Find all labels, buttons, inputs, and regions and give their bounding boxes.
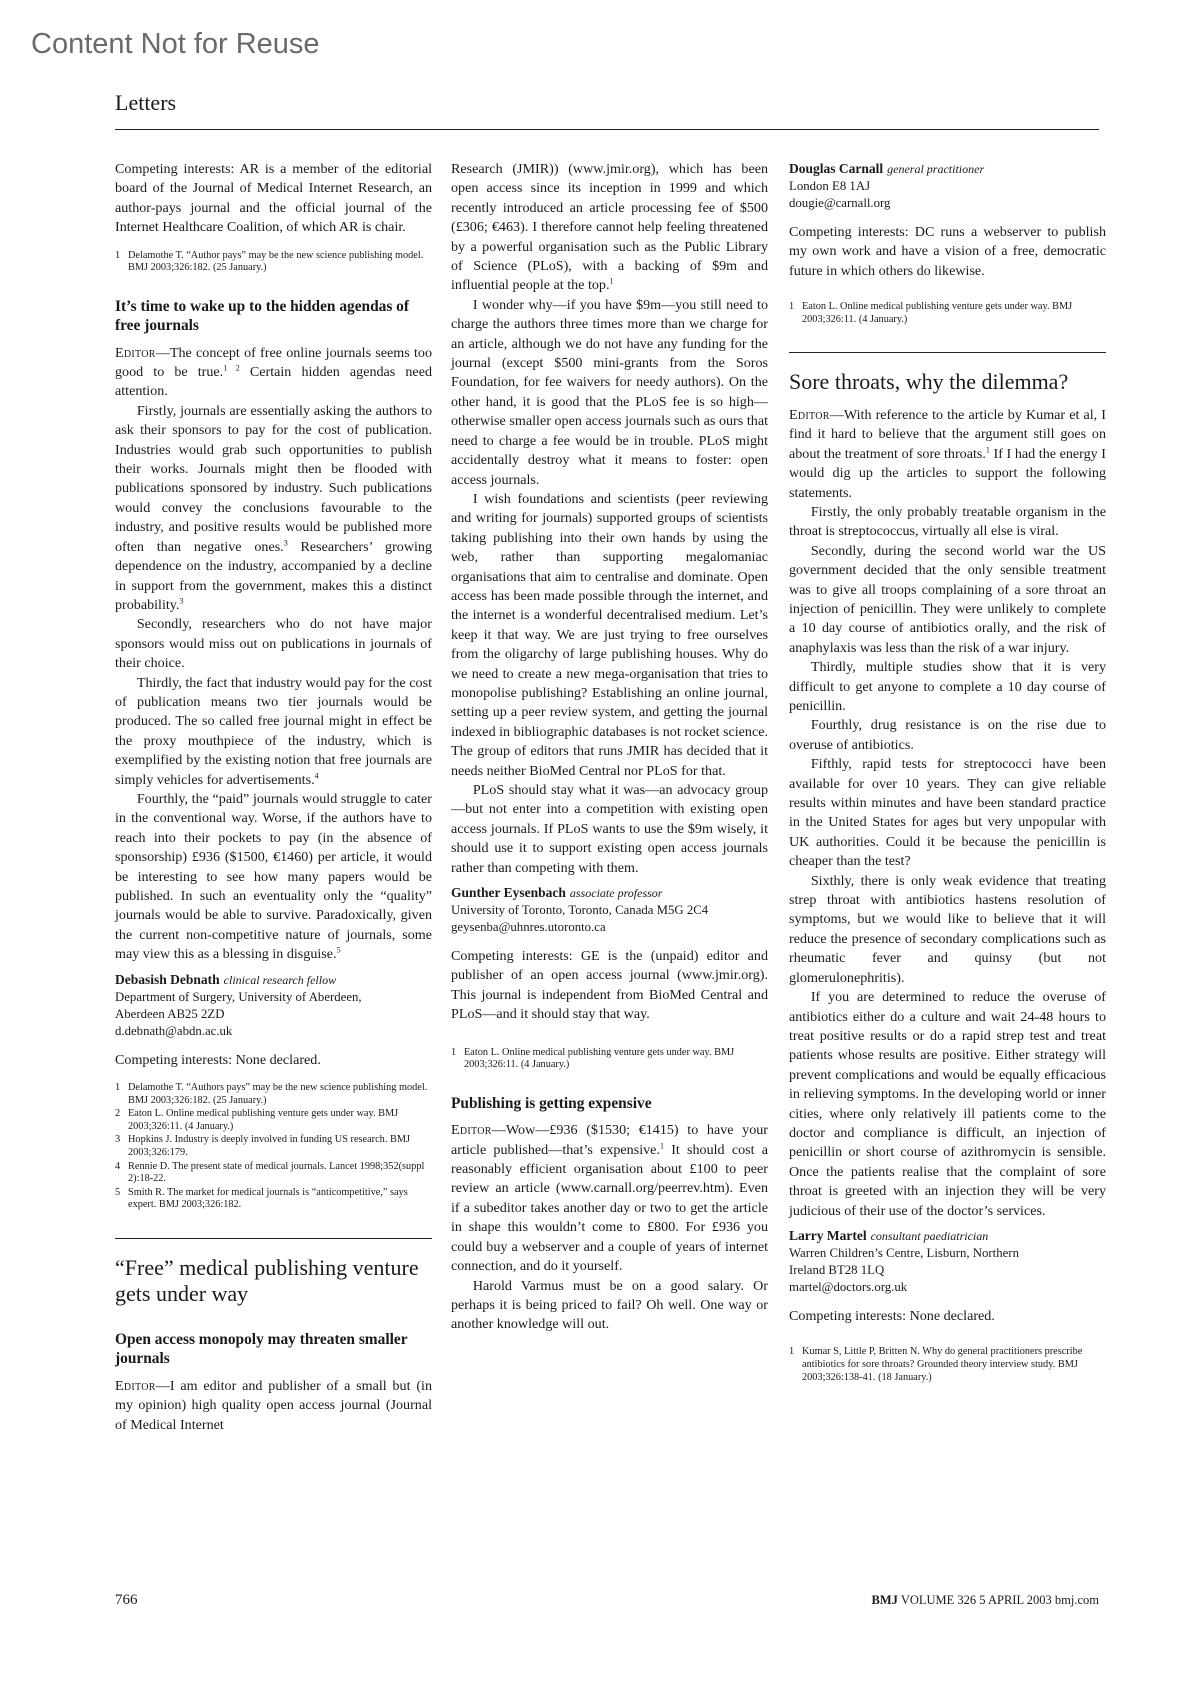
reference-list: [789, 301, 1106, 326]
reference-item: 4 Rennie D. The present state of medical journals. Lancet 1998;352(suppl 2):18-22.: [115, 1160, 425, 1185]
competing-interests: Competing interests: None declared.: [789, 1307, 995, 1324]
watermark: Content Not for Reuse: [31, 28, 320, 60]
author-role: associate professor: [569, 886, 663, 901]
paragraph: Editor—With reference to the article by Kumar et al, I find it hard to believe that the argument still goes on about the treatment of sore throats.$^1$ If I had the energy I would dig up the articles to support the following statements.: [789, 406, 1106, 501]
section-rule: [115, 1238, 432, 1239]
paragraph: Editor—Wow—£936 ($1530; €1415) to have your article published—that’s expensive.$^1$ It should cost a reasonably efficient organisation about £100 to peer review an article (www.carnall.org/peerrev.htm). Even if a subeditor takes another day or two to get the article in shape this wouldn’t come to £800. For £936 you could buy a webserver and a couple of years of internet connection, and do it yourself.: [451, 1122, 768, 1275]
reference-item: 1 Delamothe T. “Authors pays” may be the new science publishing model. BMJ 2003;326:182. (25 January.): [115, 1082, 428, 1106]
paragraph: I wish foundations and scientists (peer reviewing and writing for journals) supported groups of scientists taking publishing into their own hands by using the web, rather than supporting megalomaniac organisations that aim to centralise and dominate. Open access has been made possible through the internet, and the internet is a wonderful decentralised medium. Let’s keep it that way. We are just trying to free ourselves from the oligarchy of large publishing houses. Why do we need to create a new mega-organisation that tries to monopolise publishing? Establishing an online journal, setting up a peer review system, and getting the journal indexed in bibliographic databases is not rocket science. The group of editors that runs JMIR has decided that it needs neither BioMed Central nor PLoS for that.: [451, 490, 769, 779]
paragraph: Thirdly, the fact that industry would pay for the cost of publication means two tier journals would be produced. The so called free journal might in effect be the proxy mouthpiece of the industry, which is exemplified by the existing notion that free journals are simply vehicles for advertisements.$^4$: [115, 674, 432, 788]
paragraph: If you are determined to reduce the overuse of antibiotics either do a culture and wait 24-48 hours to treat positive results or do a rapid strep test and treat patients whose results are positive. Either strategy will prevent complications and would be equally efficacious in relieving symptoms. In the developing world or inner cities, where only relatively ill patients come to the doctor and compliance is difficult, an injection of penicillin or short course of azithromycin is sensible. Once the patients realise that the complaint of sore throat is greeted with an injection they will be very judicious of their use of the doctor’s services.: [789, 989, 1106, 1219]
section-title: “Free” medical publishing venture gets under way: [115, 1254, 419, 1307]
author-role: clinical research fellow: [223, 972, 337, 987]
paragraph: Editor—The concept of free online journals seems too good to be true.$^{1 2}$ Certain hidden agendas need attention.: [115, 344, 432, 400]
paragraph: Editor—I am editor and publisher of a small but (in my opinion) high quality open access journal (Journal of Medical Internet: [115, 1377, 432, 1433]
author-name: Douglas Carnall: [789, 161, 884, 176]
column-1: [115, 160, 432, 1435]
author-role: general practitioner: [887, 162, 985, 176]
paragraph: Secondly, during the second world war the US government decided that the only sensible treatment was to give all troops complaining of a sore throat an injection of penicillin. They were unlikely to complete a 10 day course of antibiotics orally, and the risk of anaphylaxis was less than the risk of a war injury.: [789, 542, 1106, 656]
paragraph: Fourthly, drug resistance is on the rise due to overuse of antibiotics.: [789, 717, 1106, 753]
reference-item: 3 Hopkins J. Industry is deeply involved in funding US research. BMJ 2003;326:179.: [115, 1134, 410, 1158]
author-block: Gunther Eysenbach associate professor University of Toronto, Toronto, Canada M5G 2C4 geysenba@uhnres.utoronto.ca: [451, 885, 709, 935]
author-role: consultant paediatrician: [870, 1228, 989, 1243]
reference-item: 5 Smith R. The market for medical journals is “anticompetitive,” says expert. BMJ 2003;326:182.: [115, 1186, 408, 1211]
competing-interests: Competing interests: AR is a member of the editorial board of the Journal of Medical Internet Research, an author-pays journal and the official journal of the Internet Healthcare Coalition, of which AR is chair.: [115, 161, 432, 236]
paragraph: Fifthly, rapid tests for streptococci have been available for over 10 years. They can give reliable results within minutes and have been standard practice in the United States for ages but very unpopular with UK authorities. Could it be because the penicillin is cheaper than the test?: [789, 756, 1106, 870]
reference-list: [115, 1082, 432, 1212]
author-name: Debasish Debnath: [115, 971, 220, 987]
section-heading: Letters: [115, 90, 177, 115]
paragraph: I wonder why—if you have $9m—you still need to charge the authors three times more than we charge for an article, although we do not have any funding for the journal (except $500 mini-grants from the Soros Foundation, for fee waivers for needy authors). On the other hand, it is good that the PLoS fee is so high—otherwise smaller open access journals such as ours that need to charge a fee would be in trouble. PLoS might accidentally destroy what it means to foster: open access journals.: [451, 296, 768, 488]
author-block: Larry Martel consultant paediatrician Warren Children’s Centre, Lisburn, Northern Ireland BT28 1LQ martel@doctors.org.uk: [789, 1227, 1019, 1294]
paragraph: PLoS should stay what it was—an advocacy group—but not enter into a competition with existing open access journals. If PLoS wants to use the $9m wisely, it should use it to support existing open access journals rather than competing with them.: [451, 782, 768, 876]
competing-interests: Competing interests: DC runs a webserver to publish my own work and have a vision of a free, democratic future in which others do likewise.: [789, 224, 1106, 279]
reference-item: 1 Eaton L. Online medical publishing venture gets under way. BMJ 2003;326:11. (4 January.): [789, 301, 1073, 325]
paragraph: Harold Varmus must be on a good salary. Or perhaps it is being priced to fail? Oh well. One way or another knowledge will out.: [451, 1277, 768, 1333]
paragraph: Fourthly, the “paid” journals would struggle to cater in the conventional way. Worse, if the authors have to reach into their pockets to pay (in the absence of sponsorship) £936 ($1500, €1460) per article, it would be interesting to see how many papers would be published. In such an eventuality only the “quality” journals would be able to survive. Paradoxically, given the current non-competitive nature of journals, some may view this as a blessing in disguise.$^5$: [115, 790, 432, 963]
author-name: Larry Martel: [789, 1227, 867, 1243]
section-title: Sore throats, why the dilemma?: [789, 369, 1069, 395]
paragraph: Thirdly, multiple studies show that it is very difficult to get anyone to complete a 10 day course of penicillin.: [789, 659, 1106, 714]
column-2: [451, 160, 768, 1335]
paragraph: Research (JMIR)) (www.jmir.org), which has been open access since its inception in 1999 and which recently introduced an article processing fee of $500 (£306; €463). I therefore cannot help feeling threatened by a powerful organisation such as the Public Library of Science (PLoS), with a backing of $9m and influential people at the top.$^1$: [451, 161, 768, 294]
column-3: [789, 160, 1106, 1385]
author-name: Gunther Eysenbach: [451, 885, 566, 901]
section-rule: [789, 352, 1106, 353]
reference-item: 1 Kumar S, Little P, Britten N. Why do general practitioners prescribe antibiotics for sore throats? Grounded theory interview study. BMJ 2003;326:138-41. (18 January.): [789, 1346, 1083, 1383]
paragraph: Sixthly, there is only weak evidence that treating strep throat with antibiotics hastens resolution of symptoms, but we would like to believe that it will reduce the presence of secondary complications such as rheumatic fever and quinsy (but not glomerulonephritis).: [789, 872, 1106, 986]
paragraph: Firstly, the only probably treatable organism in the throat is streptococcus, virtually all else is viral.: [789, 503, 1106, 540]
competing-interests: Competing interests: GE is the (unpaid) editor and publisher of an open access journal (www.jmir.org). This journal is independent from BioMed Central and PLoS—and it should stay that way.: [451, 948, 768, 1023]
letter-title: Open access monopoly may threaten smaller journals: [115, 1330, 408, 1368]
reference-item: 1 Eaton L. Online medical publishing venture gets under way. BMJ 2003;326:11. (4 January.): [451, 1046, 735, 1071]
page-number: 766: [115, 1592, 138, 1608]
author-block: Debasish Debnath clinical research fellow Department of Surgery, University of Aberdeen, Aberdeen AB25 2ZD d.debnath@abdn.ac.uk: [115, 971, 362, 1038]
reference-list: [789, 1346, 1106, 1384]
reference-list: [115, 250, 432, 275]
journal-footer: BMJ VOLUME 326 5 APRIL 2003 bmj.com: [871, 1593, 1099, 1607]
author-block: Douglas Carnall general practitioner London E8 1AJ dougie@carnall.org: [789, 161, 985, 210]
paragraph: Secondly, researchers who do not have major sponsors would miss out on publications in journals of their choice.: [115, 616, 432, 672]
paragraph: Firstly, journals are essentially asking the authors to ask their sponsors to pay for the cost of publication. Industries would grab such opportunities to publish their works. Journals might then be flooded with publications sponsored by industry. Such publications would convey the conclusions favourable to the industry, and positive results would be published more often than negative ones.$^3$ Researchers’ growing dependence on the industry, accompanied by a decline in support from the government, makes this a distinct probability.$^3$: [115, 402, 433, 613]
top-rule: [115, 129, 1099, 130]
reference-list: [451, 1047, 768, 1072]
reference-item: 1 Delamothe T. “Author pays” may be the new science publishing model. BMJ 2003;326:182. (25 January.): [115, 249, 424, 274]
letter-title: It’s time to wake up to the hidden agendas of free journals: [115, 297, 410, 335]
reference-item: 2 Eaton L. Online medical publishing venture gets under way. BMJ 2003;326:11. (4 January.): [115, 1108, 399, 1132]
competing-interests: Competing interests: None declared.: [115, 1051, 321, 1068]
letter-title: Publishing is getting expensive: [451, 1094, 652, 1112]
